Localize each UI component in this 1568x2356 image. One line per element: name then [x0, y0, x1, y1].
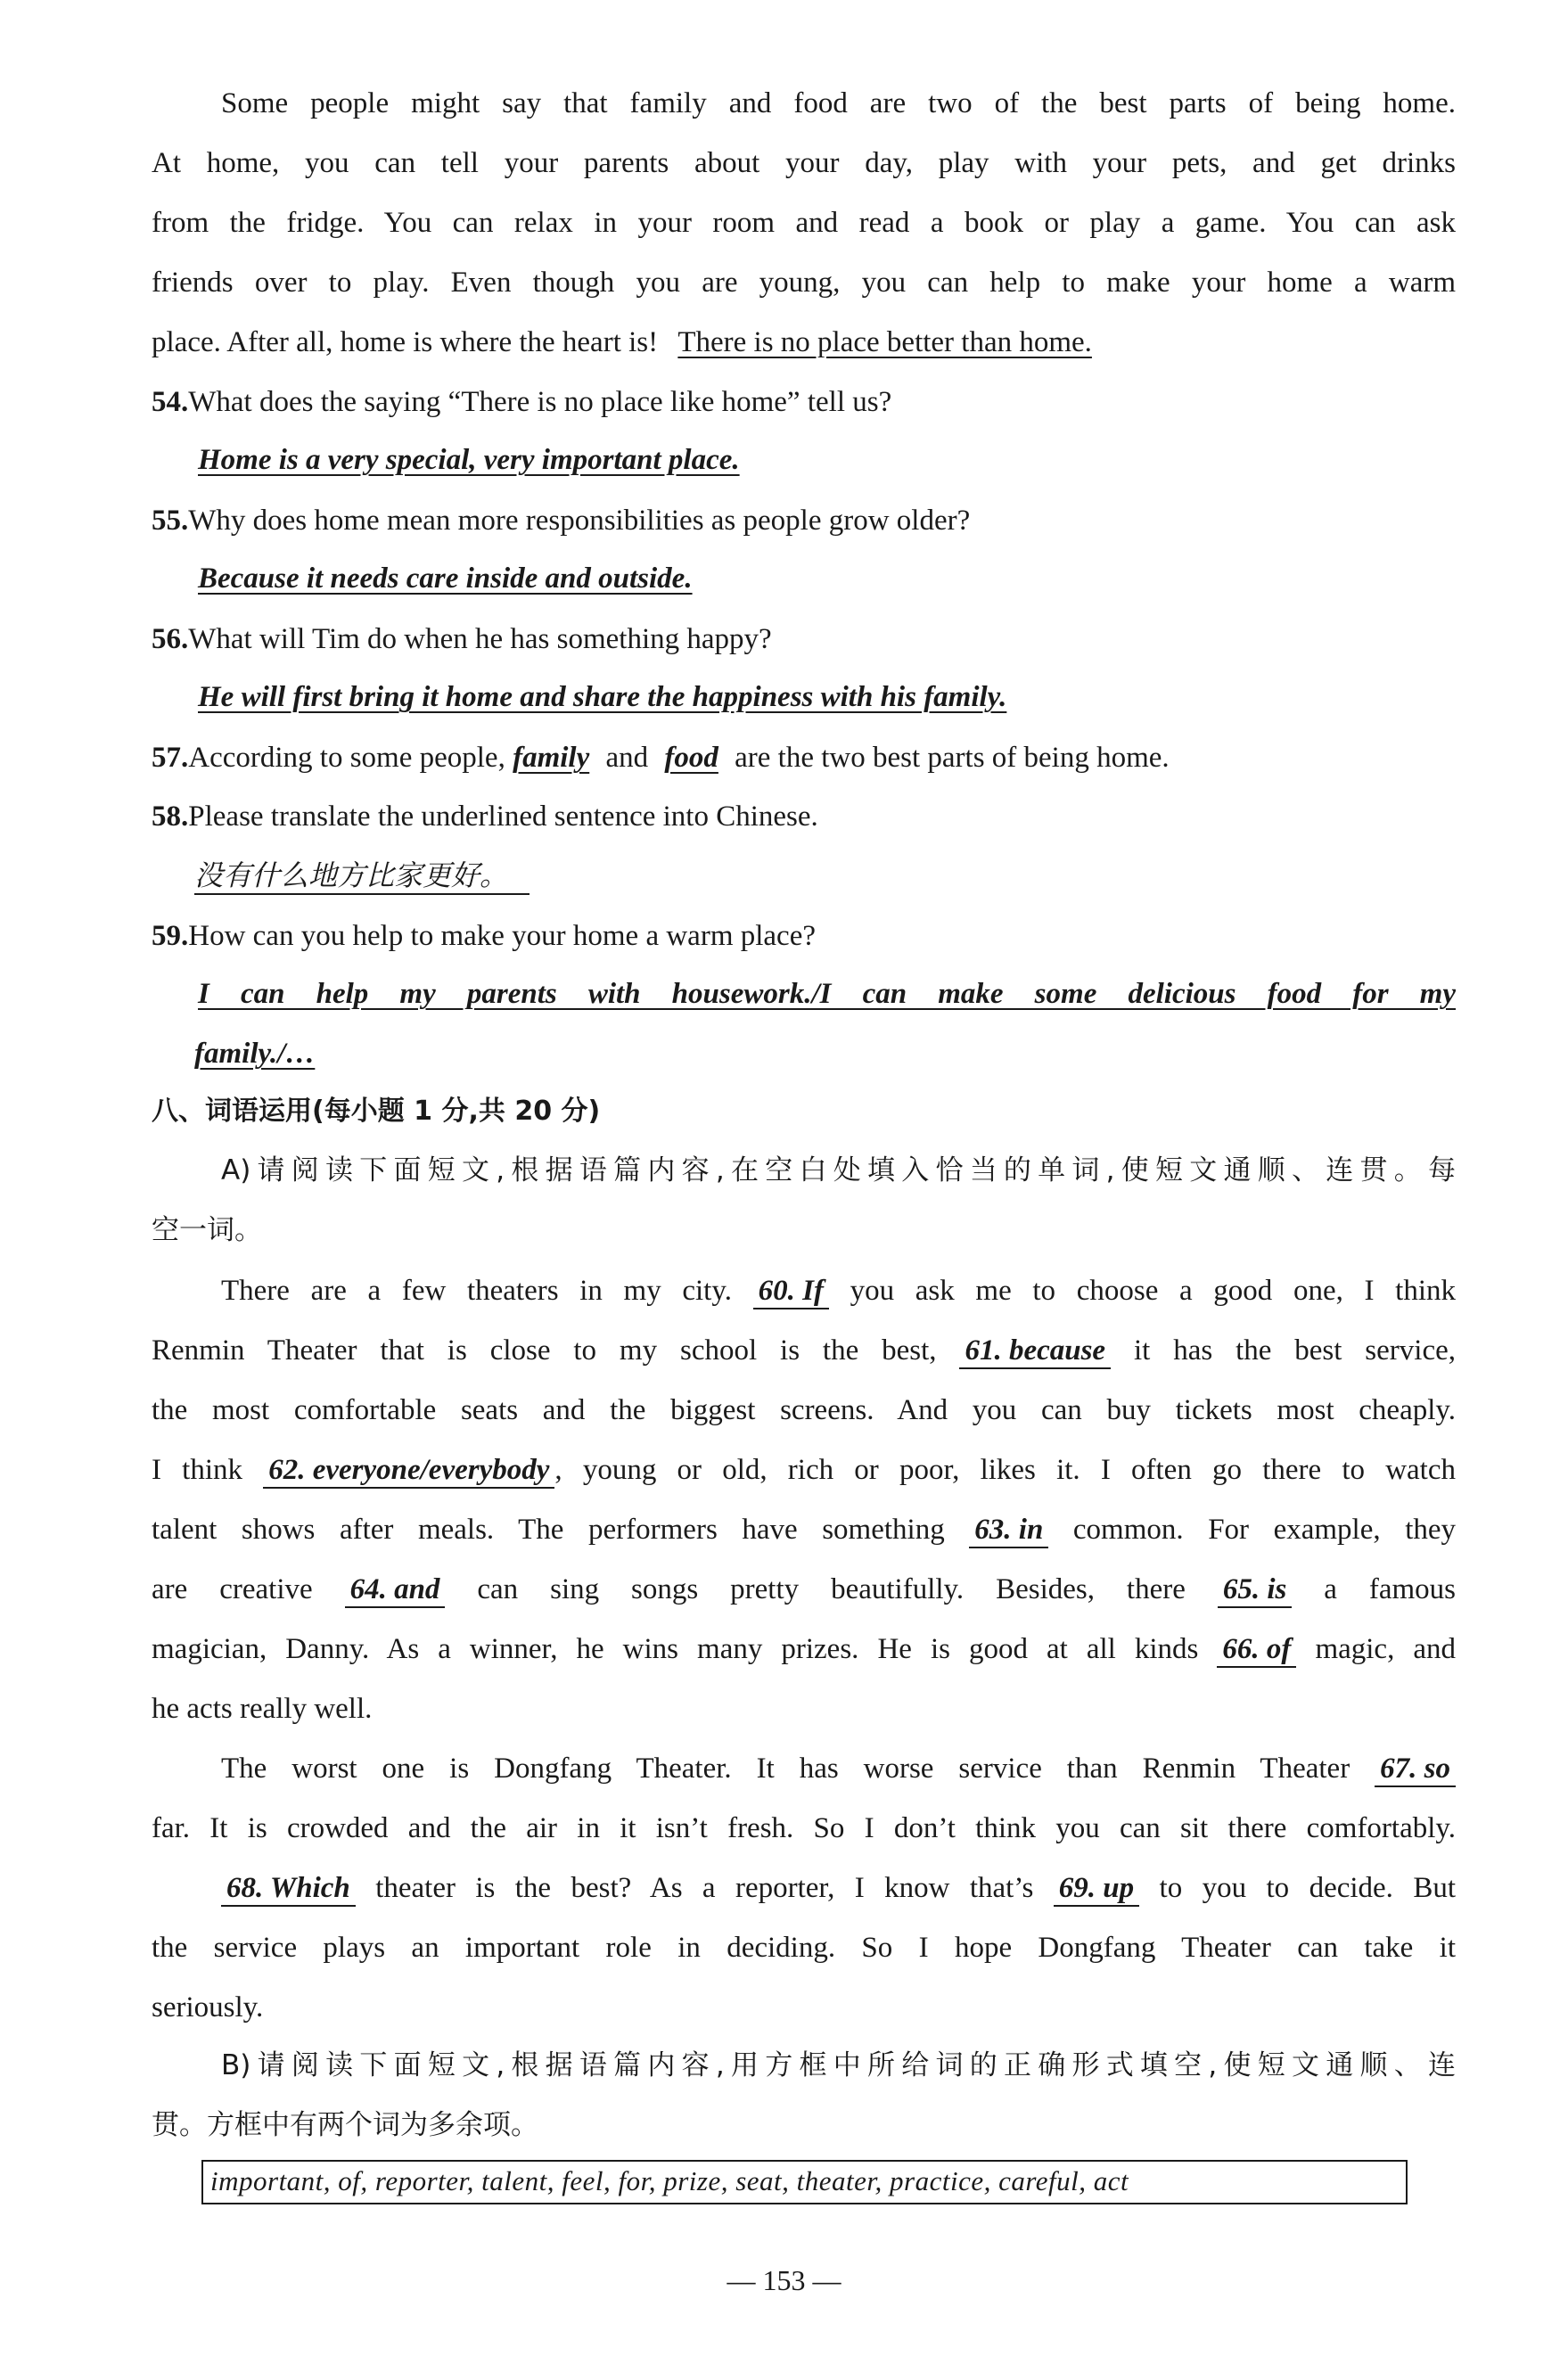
passage-line-5 [152, 328, 1092, 357]
answer-59-line-2: family./… [194, 1038, 316, 1070]
passage-line-3: from the fridge. You can relax in your room and read a book or play a game. You can ask [152, 207, 1456, 239]
answer-55 [198, 564, 693, 594]
answer-text: 没有什么地方比家更好。 [194, 861, 530, 895]
cloze-a-line-7 [152, 1635, 1456, 1668]
passage-line-4: friends over to play. Even though you are young, you can help to make your home a warm [152, 267, 1456, 299]
cloze-a-line-6 [152, 1575, 1456, 1608]
blank-64: 64. and [345, 1575, 446, 1608]
blank-60: 60. If [753, 1277, 829, 1309]
question-number: 57. [152, 742, 189, 774]
question-text: According to some people, [188, 742, 505, 774]
question-57 [152, 743, 1170, 773]
question-59 [152, 922, 816, 951]
cloze-text: can sing songs pretty beautifully. Besides, there [477, 1573, 1186, 1605]
cloze-text: are creative [152, 1573, 313, 1605]
cloze-text: it has the best service, [1133, 1334, 1457, 1367]
question-text: What does the saying “There is no place like home” tell us? [188, 386, 892, 418]
cloze-text: Renmin Theater that is close to my school is the best, [152, 1334, 937, 1367]
blank-68: 68. Which [221, 1874, 356, 1907]
answer-54 [198, 446, 740, 475]
passage-line-5-text: place. After all, home is where the heart is! [152, 326, 659, 358]
question-number: 54. [152, 386, 189, 418]
cloze-text: , young or old, rich or poor, likes it. I often go there to watch [554, 1454, 1456, 1486]
answer-text: Home is a very special, very important place. [198, 444, 740, 476]
cloze-text: to you to decide. But [1159, 1872, 1457, 1904]
cloze-a-p3-line-3: seriously. [152, 1991, 264, 2024]
cloze-a-line-8: he acts really well. [152, 1693, 373, 1725]
part-b-instruction-line-1: B)请阅读下面短文,根据语篇内容,用方框中所给词的正确形式填空,使短文通顺、连 [221, 2049, 1456, 2081]
answer-blank: family [513, 742, 590, 774]
answer-59-line-1: I can help my parents with housework./I can make some delicious food for my [198, 978, 1456, 1010]
cloze-text: theater is the best? As a reporter, I know that’s [375, 1872, 1034, 1904]
part-b-instruction-line-2: 贯。方框中有两个词为多余项。 [152, 2109, 538, 2141]
blank-62: 62. everyone/everybody [263, 1456, 554, 1489]
question-number: 59. [152, 920, 189, 952]
cloze-text: The worst one is Dongfang Theater. It has worse service than Renmin Theater [221, 1753, 1350, 1785]
cloze-a-line-4 [152, 1456, 1456, 1489]
cloze-a-line-3: the most comfortable seats and the biggest screens. And you can buy tickets most cheaply. [152, 1394, 1456, 1426]
cloze-text: talent shows after meals. The performers have something [152, 1514, 945, 1546]
question-number: 56. [152, 623, 189, 655]
question-text: and [605, 742, 649, 774]
question-55 [152, 506, 970, 536]
answer-text: He will first bring it home and share the happiness with his family. [198, 681, 1007, 713]
underlined-sentence: There is no place better than home. [677, 326, 1092, 358]
blank-67: 67. so [1375, 1754, 1456, 1787]
word-box: important, of, reporter, talent, feel, for, prize, seat, theater, practice, careful, act [201, 2160, 1408, 2204]
question-text: Please translate the underlined sentence into Chinese. [188, 800, 818, 833]
blank-66: 66. of [1217, 1635, 1296, 1668]
passage-line-2: At home, you can tell your parents about your day, play with your pets, and get drinks [152, 147, 1456, 179]
cloze-text: a famous [1324, 1573, 1457, 1605]
answer-58 [194, 858, 530, 895]
blank-61: 61. because [959, 1336, 1111, 1369]
passage-line-1: Some people might say that family and food are two of the best parts of being home. [221, 87, 1456, 119]
cloze-a-p2-line-2: far. It is crowded and the air in it isn’t fresh. So I don’t think you can sit there comfortably. [152, 1812, 1456, 1844]
part-a-instruction-line-1: A)请阅读下面短文,根据语篇内容,在空白处填入恰当的单词,使短文通顺、连贯。每 [221, 1154, 1456, 1186]
cloze-a-p2-line-1 [221, 1754, 1456, 1787]
question-text: Why does home mean more responsibilities as people grow older? [188, 505, 971, 537]
question-number: 55. [152, 505, 189, 537]
question-text: are the two best parts of being home. [735, 742, 1170, 774]
answer-text: Because it needs care inside and outside. [198, 562, 693, 595]
cloze-a-line-2 [152, 1336, 1456, 1369]
question-text: What will Tim do when he has something happy? [188, 623, 772, 655]
question-56 [152, 625, 772, 654]
question-58 [152, 802, 818, 832]
cloze-text: I think [152, 1454, 243, 1486]
question-54 [152, 388, 891, 417]
cloze-text: you ask me to choose a good one, I think [850, 1275, 1456, 1307]
blank-69: 69. up [1054, 1874, 1139, 1907]
cloze-a-line-1 [221, 1277, 1456, 1309]
cloze-text: common. For example, they [1072, 1514, 1457, 1546]
cloze-a-p3-line-2: the service plays an important role in deciding. So I hope Dongfang Theater can take it [152, 1932, 1456, 1964]
question-number: 58. [152, 800, 189, 833]
cloze-a-p3-line-1 [221, 1874, 1456, 1907]
part-a-instruction-line-2: 空一词。 [152, 1214, 262, 1246]
question-text: How can you help to make your home a warm place? [188, 920, 816, 952]
blank-65: 65. is [1218, 1575, 1293, 1608]
answer-blank: food [664, 742, 718, 774]
cloze-text: magician, Danny. As a winner, he wins many prizes. He is good at all kinds [152, 1633, 1199, 1665]
cloze-text: There are a few theaters in my city. [221, 1275, 732, 1307]
cloze-text: magic, and [1315, 1633, 1457, 1665]
cloze-a-line-5 [152, 1515, 1456, 1548]
page-number: — 153 — [727, 2264, 841, 2296]
blank-63: 63. in [969, 1515, 1048, 1548]
answer-56 [198, 683, 1006, 712]
section-8-title: 八、词语运用(每小题 1 分,共 20 分) [152, 1096, 601, 1127]
